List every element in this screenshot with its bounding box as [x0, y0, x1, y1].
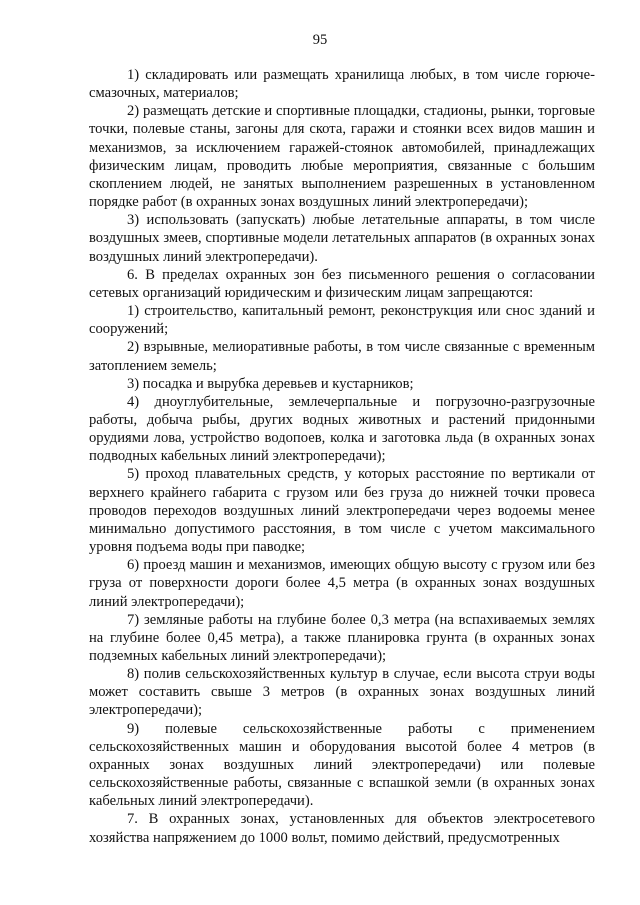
paragraph: 9) полевые сельскохозяйственные работы с применением сельскохозяйственных машин и оборудования высотой более 4 метров (в охранных зонах воздушных линий электропередачи) или полевые сельскохозяйственные работы, связанные с вспашкой земли (в охранных зонах кабельных линий электропередачи). [89, 720, 595, 810]
paragraph: 7) земляные работы на глубине более 0,3 метра (на вспахиваемых землях на глубине более 0,45 метра), а также планировка грунта (в охранных зонах подземных кабельных линий электропередачи); [89, 611, 595, 664]
paragraph: 5) проход плавательных средств, у которых расстояние по вертикали от верхнего крайнего габарита с грузом или без груза до нижней точки провеса проводов переходов воздушных линий электропередачи через водоемы менее минимально допустимого расстояния, в том числе с учетом максимального уровня подъема воды при паводке; [89, 466, 595, 556]
document-body [89, 66, 595, 847]
paragraph: 6) проезд машин и механизмов, имеющих общую высоту с грузом или без груза от поверхности дороги более 4,5 метра (в охранных зонах воздушных линий электропередачи); [89, 557, 595, 610]
paragraph: 7. В охранных зонах, установленных для объектов электросетевого хозяйства напряжением до 1000 вольт, помимо действий, предусмотренных [89, 811, 595, 846]
paragraph: 1) строительство, капитальный ремонт, реконструкция или снос зданий и сооружений; [89, 303, 595, 338]
paragraph: 6. В пределах охранных зон без письменного решения о согласовании сетевых организаций юридическим и физическим лицам запрещаются: [89, 266, 595, 301]
paragraph: 2) размещать детские и спортивные площадки, стадионы, рынки, торговые точки, полевые станы, загоны для скота, гаражи и стоянки всех видов машин и механизмов, за исключением гаражей-стоянок автомобилей, принадлежащих физическим лицам, проводить любые мероприятия, связанные с большим скоплением людей, не занятых выполнением разрешенных в установленном порядке работ (в охранных зонах воздушных линий электропередачи); [89, 103, 595, 211]
paragraph: 4) дноуглубительные, землечерпальные и погрузочно-разгрузочные работы, добыча рыбы, других водных животных и растений придонными орудиями лова, устройство водопоев, колка и заготовка льда (в охранных зонах подводных кабельных линий электропередачи); [89, 393, 595, 465]
paragraph: 3) использовать (запускать) любые летательные аппараты, в том числе воздушных змеев, спортивные модели летательных аппаратов (в охранных зонах воздушных линий электропередачи). [89, 212, 595, 265]
page-number: 95 [312, 32, 328, 48]
paragraph: 2) взрывные, мелиоративные работы, в том числе связанные с временным затоплением земель; [89, 339, 595, 374]
paragraph: 8) полив сельскохозяйственных культур в случае, если высота струи воды может составить свыше 3 метров (в охранных зонах воздушных линий электропередачи); [89, 666, 595, 719]
paragraph: 1) складировать или размещать хранилища любых, в том числе горюче-смазочных, материалов; [89, 67, 595, 102]
paragraph: 3) посадка и вырубка деревьев и кустарников; [127, 375, 414, 392]
